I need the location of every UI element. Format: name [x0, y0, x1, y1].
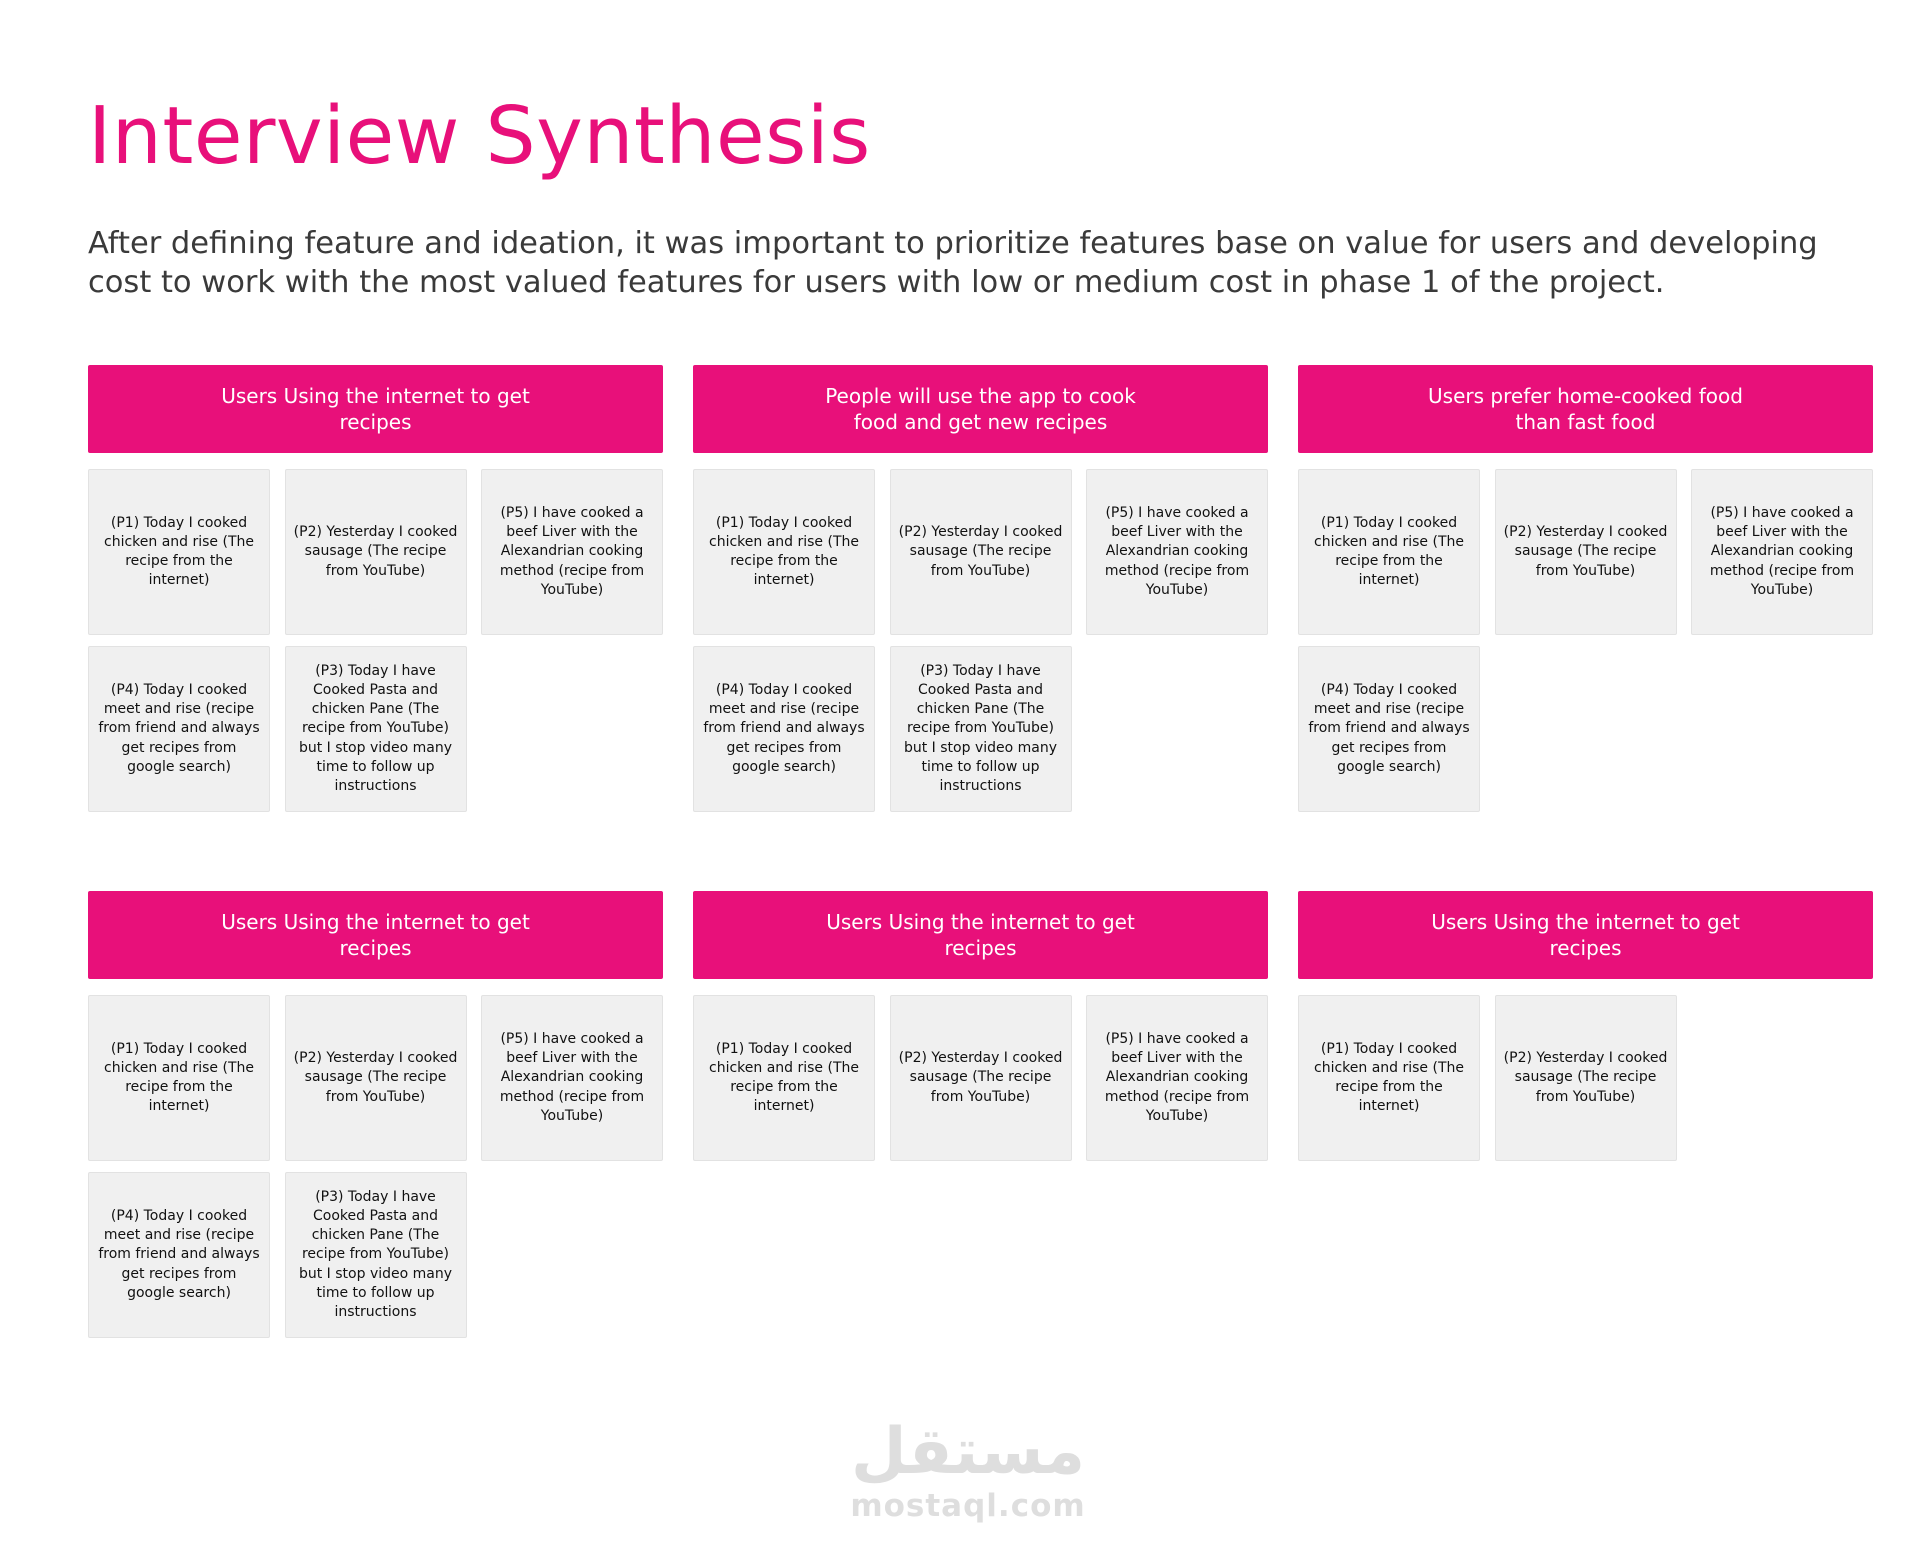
note-card-text: (P5) I have cooked a beef Liver with the Alexandrian cooking method (recipe from YouTube) [1104, 1030, 1250, 1124]
note-card-p3 [285, 646, 467, 812]
note-card-text: (P1) Today I cooked chicken and rise (The recipe from the internet) [709, 514, 859, 589]
note-card-text: (P2) Yesterday I cooked sausage (The recipe from YouTube) [1503, 1050, 1668, 1105]
watermark-url: mostaql.com [850, 1488, 1086, 1524]
note-card-text: (P1) Today I cooked chicken and rise (The recipe from the internet) [104, 514, 254, 589]
note-cards [88, 469, 663, 812]
synthesis-group-5 [693, 891, 1268, 1161]
note-card-p1 [693, 469, 875, 635]
note-card-p3 [890, 646, 1072, 812]
intro-paragraph: After defining feature and ideation, it was important to prioritize features base on value for users and developing cost to work with the most valued features for users with low or medium cost in phase 1 of the project. [88, 226, 1818, 300]
group-header-label: Users Using the internet to get recipes [221, 384, 530, 434]
note-card-p5 [1086, 995, 1268, 1161]
note-card-text: (P2) Yesterday I cooked sausage (The recipe from YouTube) [898, 524, 1063, 579]
note-card-p3 [285, 1172, 467, 1338]
group-header-label: Users Using the internet to get recipes [1431, 910, 1740, 960]
note-card-p5 [481, 469, 663, 635]
note-card-p2 [285, 995, 467, 1161]
note-card-text: (P4) Today I cooked meet and rise (recipe from friend and always get recipes from google search) [703, 681, 865, 775]
note-card-text: (P2) Yesterday I cooked sausage (The recipe from YouTube) [293, 524, 458, 579]
note-card-p1 [1298, 995, 1480, 1161]
note-card-text: (P5) I have cooked a beef Liver with the Alexandrian cooking method (recipe from YouTube) [1104, 504, 1250, 598]
watermark-logo: مستقل [850, 1415, 1086, 1489]
note-card-p4 [88, 646, 270, 812]
note-card-p4 [693, 646, 875, 812]
note-cards [1298, 995, 1873, 1161]
group-header-label: Users prefer home-cooked food than fast food [1428, 384, 1743, 434]
note-card-p4 [1298, 646, 1480, 812]
note-card-p4 [88, 1172, 270, 1338]
note-card-p5 [1086, 469, 1268, 635]
synthesis-group-3 [1298, 365, 1873, 812]
note-card-p2 [1495, 469, 1677, 635]
note-cards [693, 995, 1268, 1161]
note-card-text: (P1) Today I cooked chicken and rise (The recipe from the internet) [709, 1040, 859, 1115]
note-card-text: (P2) Yesterday I cooked sausage (The recipe from YouTube) [293, 1050, 458, 1105]
group-header [1298, 891, 1873, 979]
note-cards [88, 995, 663, 1338]
note-card-p2 [890, 469, 1072, 635]
note-card-text: (P2) Yesterday I cooked sausage (The recipe from YouTube) [1503, 524, 1668, 579]
note-card-p1 [1298, 469, 1480, 635]
page-title: Interview Synthesis [88, 90, 871, 182]
note-card-p1 [693, 995, 875, 1161]
note-card-p2 [285, 469, 467, 635]
note-card-text: (P3) Today I have Cooked Pasta and chicken Pane (The recipe from YouTube) but I stop video many time to follow up instructions [298, 662, 453, 794]
note-card-text: (P2) Yesterday I cooked sausage (The recipe from YouTube) [898, 1050, 1063, 1105]
group-header-label: Users Using the internet to get recipes [221, 910, 530, 960]
note-card-text: (P1) Today I cooked chicken and rise (The recipe from the internet) [1314, 1040, 1464, 1115]
note-card-text: (P5) I have cooked a beef Liver with the Alexandrian cooking method (recipe from YouTube) [499, 504, 645, 598]
note-card-text: (P4) Today I cooked meet and rise (recipe from friend and always get recipes from google search) [1308, 681, 1470, 775]
note-card-text: (P3) Today I have Cooked Pasta and chicken Pane (The recipe from YouTube) but I stop video many time to follow up instructions [903, 662, 1058, 794]
note-card-p5 [481, 995, 663, 1161]
note-card-p2 [890, 995, 1072, 1161]
note-card-text: (P5) I have cooked a beef Liver with the Alexandrian cooking method (recipe from YouTube) [1709, 504, 1855, 598]
note-card-text: (P5) I have cooked a beef Liver with the Alexandrian cooking method (recipe from YouTube) [499, 1030, 645, 1124]
note-cards [693, 469, 1268, 812]
note-card-text: (P1) Today I cooked chicken and rise (The recipe from the internet) [104, 1040, 254, 1115]
note-card-p5 [1691, 469, 1873, 635]
group-header [88, 891, 663, 979]
note-card-text: (P4) Today I cooked meet and rise (recipe from friend and always get recipes from google search) [98, 1207, 260, 1301]
group-header [693, 891, 1268, 979]
synthesis-group-1 [88, 365, 663, 812]
mostaql-watermark [850, 1416, 1086, 1524]
note-card-text: (P4) Today I cooked meet and rise (recipe from friend and always get recipes from google search) [98, 681, 260, 775]
group-header-label: People will use the app to cook food and get new recipes [825, 384, 1136, 434]
note-card-p1 [88, 469, 270, 635]
group-header [693, 365, 1268, 453]
synthesis-group-6 [1298, 891, 1873, 1161]
synthesis-group-2 [693, 365, 1268, 812]
note-card-p1 [88, 995, 270, 1161]
note-card-text: (P3) Today I have Cooked Pasta and chicken Pane (The recipe from YouTube) but I stop video many time to follow up instructions [298, 1188, 453, 1320]
note-cards [1298, 469, 1873, 812]
group-header [88, 365, 663, 453]
group-header [1298, 365, 1873, 453]
note-card-text: (P1) Today I cooked chicken and rise (The recipe from the internet) [1314, 514, 1464, 589]
group-header-label: Users Using the internet to get recipes [826, 910, 1135, 960]
note-card-p2 [1495, 995, 1677, 1161]
synthesis-group-4 [88, 891, 663, 1338]
